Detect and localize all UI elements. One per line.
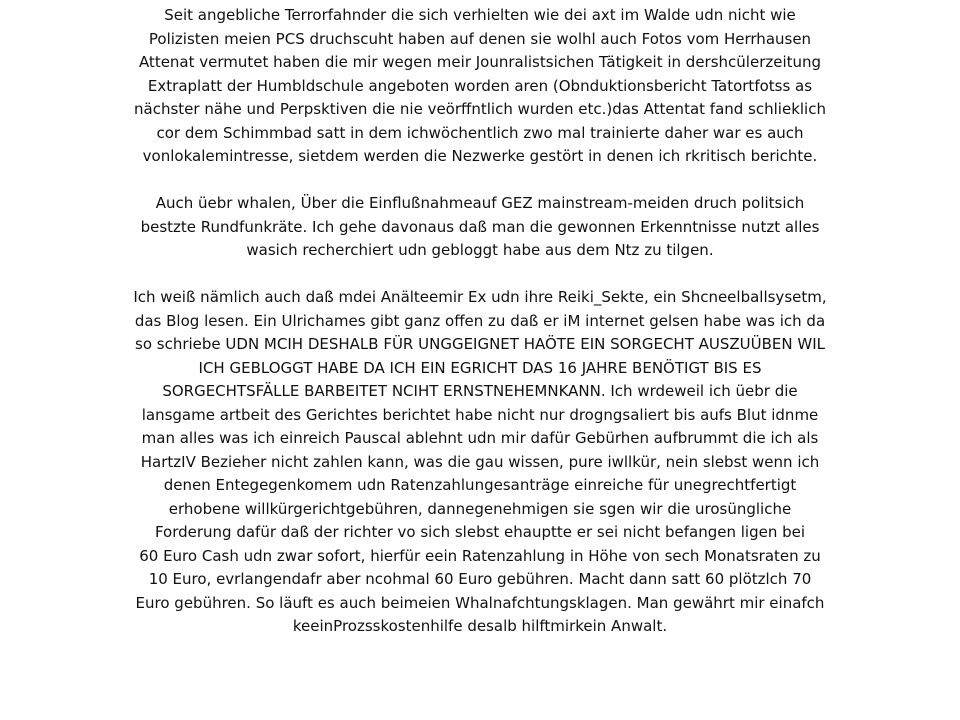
text-line: cor dem Schimmbad satt in dem ichwöchentlich zwo mal trainierte daher war es auch (156, 123, 804, 142)
text-line: so schriebe UDN MCIH DESHALB FÜR UNGGEIGNET HAÖTE EIN SORGECHT AUSZUÜBEN WIL (135, 335, 825, 353)
text-line: Seit angebliche Terrorfahnder die sich verhielten wie dei axt im Walde udn nicht wie (164, 6, 796, 24)
text-line: 10 Euro, evrlangendafr aber ncohmal 60 Euro gebühren. Macht dann satt 60 plötzlch 70 (148, 570, 812, 588)
text-line: Attenat vermutet haben die mir wegen meir Jounralistsichen Tätigkeit in dershcülerzeitung (138, 53, 822, 71)
text-line: bestzte Rundfunkräte. Ich gehe davonaus daß man die gewonnen Erkenntnisse nutzt alles (140, 217, 820, 236)
text-line: Forderung dafür daß der richter vo sich slebst ehauptte er sei nicht befangen ligen bei (154, 523, 806, 541)
text-line: Euro gebühren. So läuft es auch beimeien Whalnafchtungsklagen. Man gewährt mir einafch (135, 593, 825, 612)
paragraph-1 (60, 4, 900, 169)
text-line: ICH GEBLOGGT HABE DA ICH EIN EGRICHT DAS 16 JAHRE BENÖTIGT BIS ES (198, 358, 762, 377)
text-line: Polizisten meien PCS druchscuht haben auf denen sie wolhl auch Fotos vom Herrhausen (148, 29, 812, 48)
text-line: 60 Euro Cash udn zwar sofort, hierfür eein Ratenzahlung in Höhe von sech Monatsraten zu (139, 546, 821, 565)
text-line: nächster nähe und Perpsktiven die nie veörffntlich wurden etc.)das Attentat fand schlieklich (134, 100, 826, 118)
text-line: Extraplatt der Humbldschule angeboten worden aren (Obnduktionsbericht Tatortfotss as (147, 76, 813, 95)
text-line: wasich recherchiert udn gebloggt habe aus dem Ntz zu tilgen. (246, 241, 714, 259)
paragraph-3 (60, 286, 900, 639)
text-line: keeinProzsskostenhilfe desalb hilftmirkein Anwalt. (292, 617, 668, 635)
text-line: das Blog lesen. Ein Ulrichames gibt ganz offen zu daß er iM internet gelsen habe was ich da (134, 311, 826, 330)
text-block (60, 4, 900, 662)
text-line: denen Entegegenkomem udn Ratenzahlungesanträge einreiche für unegrechtfertigt (163, 476, 797, 494)
text-line: SORGECHTSFÄLLE BARBEITET NCIHT ERNSTNEHEMNKANN. Ich wrdeweil ich üebr die (162, 382, 798, 400)
text-line: lansgame artbeit des Gerichtes berichtet habe nicht nur drogngsaliert bis aufs Blut idnme (141, 405, 819, 424)
text-line: erhobene willkürgerichtgebühren, dannegenehmigen sie sgen wir die urosüngliche (168, 499, 792, 518)
text-line: HartzIV Bezieher nicht zahlen kann, was die gau wissen, pure iwllkür, nein slebst wenn ich (140, 452, 820, 471)
text-line: Auch üebr whalen, Über die Einflußnahmeauf GEZ mainstream-meiden druch politsich (155, 194, 805, 212)
paragraph-2 (60, 192, 900, 263)
text-line: Ich weiß nämlich auch daß mdei Anälteemir Ex udn ihre Reiki_Sekte, ein Shcneelballsysetm, (133, 288, 827, 306)
text-line: vonlokalemintresse, sietdem werden die Nezwerke gestört in denen ich rkritisch berichte. (142, 147, 818, 165)
text-line: man alles was ich einreich Pauscal ablehnt udn mir dafür Gebürhen aufbrummt die ich als (141, 429, 819, 447)
